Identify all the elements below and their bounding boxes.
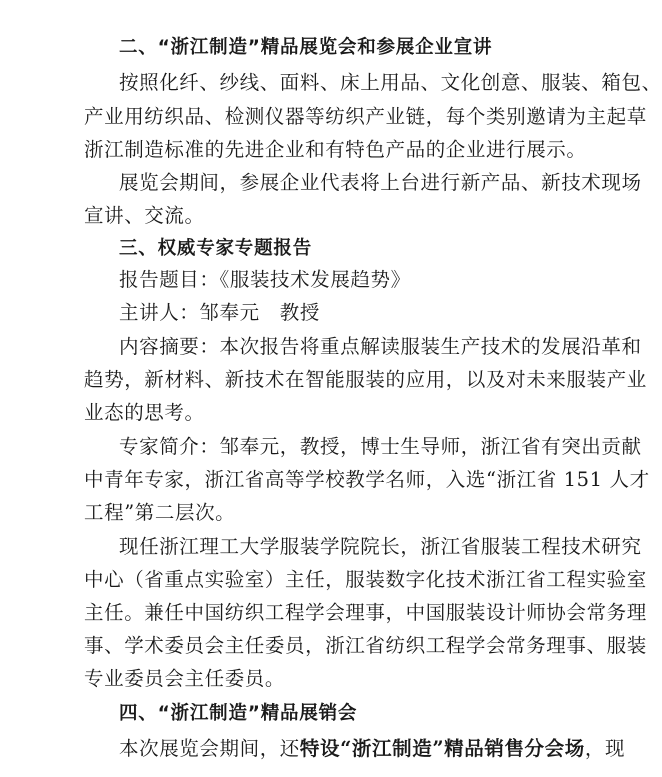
section-2-para-1-line-3: 浙江制造标准的先进企业和有特色产品的企业进行展示。 xyxy=(84,138,587,161)
position-line-5: 专业委员会主任委员。 xyxy=(84,667,286,690)
section-2-para-2-line-1: 展览会期间，参展企业代表将上台进行新产品、新技术现场 xyxy=(119,171,642,194)
position-line-3: 主任。兼任中国纺织工程学会理事，中国服装设计师协会常务理 xyxy=(84,601,647,624)
section-2-heading: 二、“浙江制造”精品展览会和参展企业宣讲 xyxy=(119,37,493,58)
abstract-line-1: 内容摘要：本次报告将重点解读服装生产技术的发展沿革和 xyxy=(119,335,642,358)
bio-line-2: 中青年专家，浙江省高等学校教学名师，入选“浙江省 151 人才 xyxy=(84,468,650,491)
section-2-para-1-line-2: 产业用纺织品、检测仪器等纺织产业链，每个类别邀请为主起草 xyxy=(84,105,647,128)
report-title: 报告题目：《服装技术发展趋势》 xyxy=(119,268,411,291)
section-3-heading: 三、权威专家专题报告 xyxy=(119,238,313,259)
section-4-para-1-start: 本次展览会期间，还 xyxy=(119,737,300,760)
section-4-heading: 四、“浙江制造”精品展销会 xyxy=(119,703,358,724)
bio-line-3: 工程”第二层次。 xyxy=(84,501,236,524)
position-line-4: 事、学术委员会主任委员，浙江省纺织工程学会常务理事、服装 xyxy=(84,634,647,657)
section-4-para-1-line-1 xyxy=(119,737,625,761)
abstract-line-2: 趋势，新材料、新技术在智能服装的应用，以及对未来服装产业 xyxy=(84,368,647,391)
section-4-para-1-end: ，现 xyxy=(584,737,626,760)
speaker: 主讲人：邹奉元 教授 xyxy=(119,301,321,324)
section-4-para-1-bold: 特设“浙江制造”精品销售分会场 xyxy=(299,737,585,760)
position-line-2: 中心（省重点实验室）主任，服装数字化技术浙江省工程实验室 xyxy=(84,568,647,591)
abstract-line-3: 业态的思考。 xyxy=(84,401,205,424)
section-2-para-1-line-1: 按照化纤、纱线、面料、床上用品、文化创意、服装、箱包、 xyxy=(119,71,662,94)
section-2-para-2-line-2: 宣讲、交流。 xyxy=(84,204,205,227)
position-line-1: 现任浙江理工大学服装学院院长，浙江省服装工程技术研究 xyxy=(119,535,642,558)
bio-line-1: 专家简介：邹奉元，教授，博士生导师，浙江省有突出贡献 xyxy=(119,435,642,458)
